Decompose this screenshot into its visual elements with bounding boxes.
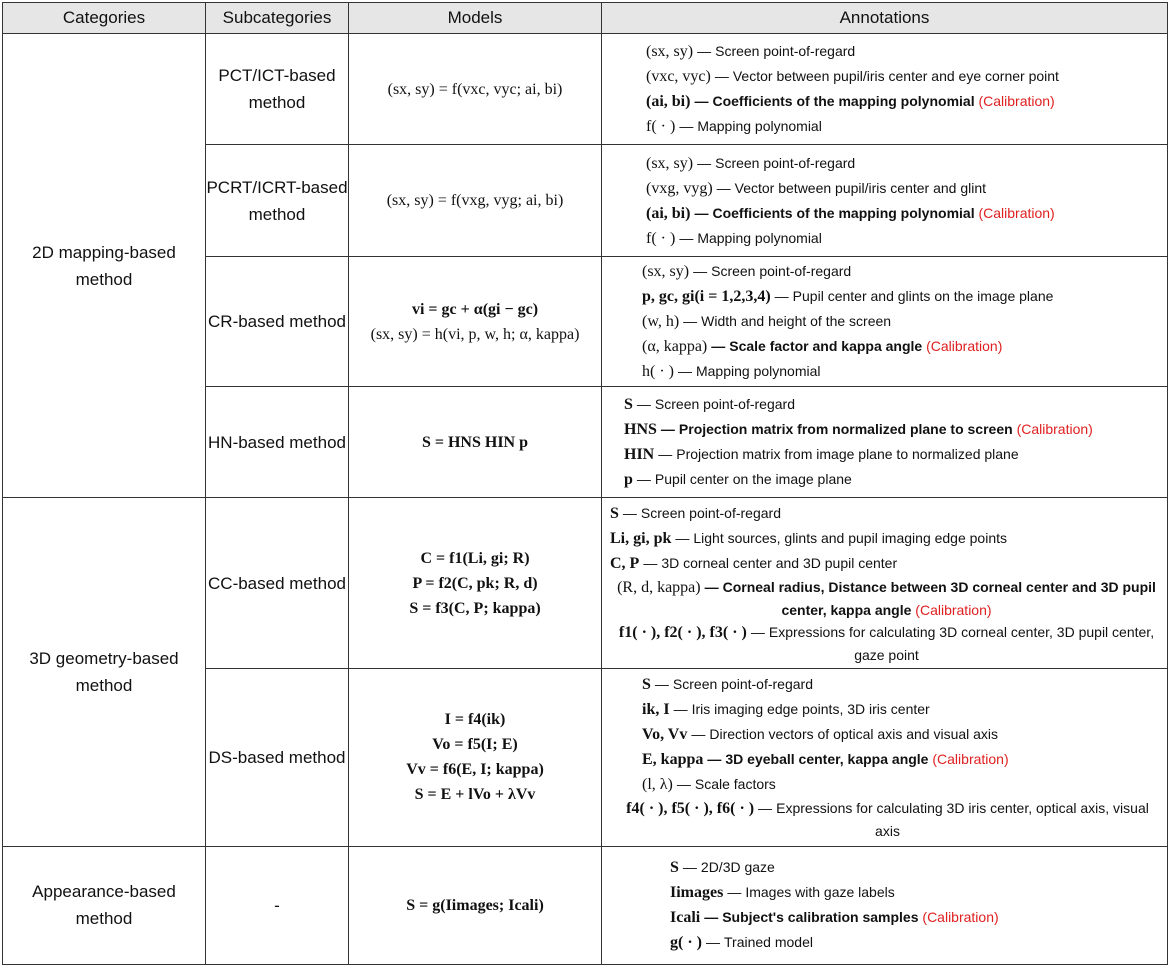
annotation-text: Iris imaging edge points, 3D iris center	[691, 701, 930, 718]
annotation-text: Screen point-of-regard	[672, 676, 813, 693]
subcategory-cell: CR-based method	[206, 257, 349, 387]
model-line: Vo = f5(I; E)	[432, 736, 518, 754]
annotation-line: S — Screen point-of-regard	[610, 504, 781, 522]
annotation-line: h( · ) — Mapping polynomial	[642, 363, 821, 381]
annotation-line: C, P — 3D corneal center and 3D pupil center	[610, 554, 898, 572]
table-row	[3, 846, 1168, 964]
annotation-symbol: ik, I	[642, 701, 670, 719]
annotation-symbol: (ai, bi)	[646, 93, 691, 111]
annotation-cell	[602, 387, 1168, 498]
annotation-text: Width and height of the screen	[701, 313, 892, 330]
annotation-text: Vector between pupil/iris center and eye corner point	[732, 68, 1059, 85]
annotation-line: (w, h) — Width and height of the screen	[642, 313, 892, 331]
annotation-text: 3D corneal center and 3D pupil center	[661, 554, 898, 571]
annotation-text: Scale factor and kappa angle	[729, 338, 923, 355]
annotation-symbol: C, P	[610, 554, 640, 572]
model-line: (sx, sy) = h(vi, p, w, h; α, kappa)	[370, 325, 580, 343]
model-line: Vv = f6(E, I; kappa)	[406, 761, 544, 779]
annotation-cell	[602, 498, 1168, 668]
annotation-symbol: (ai, bi)	[646, 204, 691, 222]
model-line: C = f1(Li, gi; R)	[420, 549, 530, 567]
model-line: (sx, sy) = f(vxc, vyc; ai, bi)	[387, 80, 563, 98]
annotation-text: Screen point-of-regard	[640, 504, 781, 521]
annotation-text: Projection matrix from normalized plane to screen	[678, 421, 1013, 438]
annotation-text: Subject's calibration samples	[722, 909, 919, 926]
annotation-text: Light sources, glints and pupil imaging edge points	[693, 529, 1008, 546]
category-cell: Appearance-based method	[3, 846, 206, 964]
annotation-line: HNS — Projection matrix from normalized plane to screen (Calibration)	[624, 421, 1093, 439]
annotation-line: f( · ) — Mapping polynomial	[646, 118, 822, 136]
calibration-tag: (Calibration)	[922, 909, 999, 926]
annotation-text: Scale factors	[694, 776, 776, 793]
annotation-text: Coefficients of the mapping polynomial	[712, 93, 975, 110]
annotation-symbol: (vxc, vyc)	[646, 68, 711, 86]
annotation-symbol: f4( · ), f5( · ), f6( · )	[626, 800, 755, 818]
annotation-line: f1( · ), f2( · ), f3( · ) — Expressions for calculating 3D corneal center, 3D pupil center, gaze point	[618, 623, 1155, 663]
model-line: S = HNS HIN p	[421, 433, 529, 451]
header-categories: Categories	[3, 3, 206, 34]
annotation-text: Screen point-of-regard	[715, 43, 856, 60]
methods-table	[2, 2, 1168, 965]
table-row	[3, 34, 1168, 145]
annotation-line: (ai, bi) — Coefficients of the mapping polynomial (Calibration)	[646, 204, 1055, 222]
annotation-symbol: HIN	[624, 446, 655, 464]
category-cell: 3D geometry-based method	[3, 498, 206, 846]
annotation-line: Icali — Subject's calibration samples (Calibration)	[670, 909, 999, 927]
calibration-tag: (Calibration)	[1016, 421, 1093, 438]
model-cell	[349, 257, 602, 387]
annotation-text: Expressions for calculating 3D iris center, optical axis, visual axis	[776, 800, 1149, 840]
annotation-line: S — Screen point-of-regard	[624, 396, 795, 414]
model-line: S = E + lVo + λVv	[414, 786, 536, 804]
annotation-line: (ai, bi) — Coefficients of the mapping polynomial (Calibration)	[646, 93, 1055, 111]
annotation-symbol: S	[624, 396, 633, 414]
annotation-symbol: p	[624, 471, 633, 489]
annotation-cell	[602, 145, 1168, 257]
model-cell	[349, 387, 602, 498]
annotation-line: (α, kappa) — Scale factor and kappa angle (Calibration)	[642, 338, 1003, 356]
annotation-text: Expressions for calculating 3D corneal center, 3D pupil center, gaze point	[768, 623, 1155, 663]
annotation-text: Trained model	[724, 934, 813, 951]
model-line: S = f3(C, P; kappa)	[409, 599, 541, 617]
annotation-text: Screen point-of-regard	[715, 154, 856, 171]
model-line: vi = gc + α(gi − gc)	[411, 300, 539, 318]
category-cell: 2D mapping-based method	[3, 34, 206, 498]
annotation-text: Screen point-of-regard	[654, 396, 795, 413]
calibration-tag: (Calibration)	[932, 751, 1009, 768]
model-line: (sx, sy) = f(vxg, vyg; ai, bi)	[386, 192, 564, 210]
annotation-symbol: Li, gi, pk	[610, 529, 672, 547]
calibration-tag: (Calibration)	[978, 93, 1055, 110]
header-row	[3, 3, 1168, 34]
annotation-symbol: f( · )	[646, 118, 676, 136]
annotation-text: Coefficients of the mapping polynomial	[712, 204, 975, 221]
annotation-symbol: p, gc, gi(i = 1,2,3,4)	[642, 288, 771, 306]
annotation-line: (vxc, vyc) — Vector between pupil/iris center and eye corner point	[646, 68, 1059, 86]
annotation-line: (vxg, vyg) — Vector between pupil/iris center and glint	[646, 179, 987, 197]
annotation-line: (sx, sy) — Screen point-of-regard	[642, 263, 852, 281]
annotation-line: f4( · ), f5( · ), f6( · ) — Expressions for calculating 3D iris center, optical axis, visual axis	[626, 800, 1149, 840]
model-line: S = g(Iimages; Icali)	[406, 896, 544, 914]
annotation-symbol: h( · )	[642, 363, 674, 381]
annotation-symbol: E, kappa	[642, 751, 704, 769]
annotation-line: S — 2D/3D gaze	[670, 859, 775, 877]
annotation-text: Corneal radius, Distance between 3D corneal center and 3D pupil center, kappa angle	[722, 578, 1156, 618]
annotation-line: g( · ) — Trained model	[670, 934, 813, 952]
annotation-symbol: S	[670, 859, 679, 877]
header-annotations: Annotations	[602, 3, 1168, 34]
annotation-text: Pupil center on the image plane	[654, 471, 852, 488]
annotation-line: Iimages — Images with gaze labels	[670, 884, 895, 902]
annotation-line: p — Pupil center on the image plane	[624, 471, 852, 489]
annotation-symbol: f1( · ), f2( · ), f3( · )	[618, 623, 747, 641]
annotation-text: Screen point-of-regard	[711, 263, 852, 280]
annotation-line: (sx, sy) — Screen point-of-regard	[646, 154, 856, 172]
annotation-symbol: (l, λ)	[642, 776, 673, 794]
subcategory-cell: PCT/ICT-based method	[206, 34, 349, 145]
annotation-text: Pupil center and glints on the image plane	[792, 288, 1054, 305]
annotation-text: 2D/3D gaze	[700, 859, 775, 876]
subcategory-cell: CC-based method	[206, 498, 349, 668]
model-cell	[349, 145, 602, 257]
annotation-text: Mapping polynomial	[695, 363, 821, 380]
annotation-cell	[602, 257, 1168, 387]
annotation-line: ik, I — Iris imaging edge points, 3D iris center	[642, 701, 930, 719]
annotation-text: Vector between pupil/iris center and glint	[734, 179, 987, 196]
annotation-symbol: (sx, sy)	[642, 263, 690, 281]
annotation-symbol: (w, h)	[642, 313, 680, 331]
model-cell	[349, 34, 602, 145]
annotation-symbol: S	[610, 504, 619, 522]
annotation-text: 3D eyeball center, kappa angle	[725, 751, 929, 768]
annotation-text: Images with gaze labels	[745, 884, 895, 901]
annotation-text: Projection matrix from image plane to normalized plane	[676, 446, 1019, 463]
model-cell	[349, 498, 602, 668]
annotation-line: Vo, Vv — Direction vectors of optical axis and visual axis	[642, 726, 999, 744]
calibration-tag: (Calibration)	[926, 338, 1003, 355]
subcategory-cell: -	[206, 846, 349, 964]
calibration-tag: (Calibration)	[915, 601, 992, 618]
annotation-symbol: (sx, sy)	[646, 154, 694, 172]
annotation-line: HIN — Projection matrix from image plane to normalized plane	[624, 446, 1019, 464]
annotation-line: S — Screen point-of-regard	[642, 676, 813, 694]
annotation-line: (sx, sy) — Screen point-of-regard	[646, 43, 856, 61]
subcategory-cell: DS-based method	[206, 668, 349, 846]
annotation-symbol: S	[642, 676, 651, 694]
annotation-symbol: HNS	[624, 421, 657, 439]
annotation-cell	[602, 34, 1168, 145]
annotation-text: Mapping polynomial	[697, 118, 822, 135]
annotation-symbol: (vxg, vyg)	[646, 179, 713, 197]
model-cell	[349, 846, 602, 964]
model-cell	[349, 668, 602, 846]
subcategory-cell: HN-based method	[206, 387, 349, 498]
annotation-line: E, kappa — 3D eyeball center, kappa angle (Calibration)	[642, 751, 1009, 769]
annotation-line: Li, gi, pk — Light sources, glints and pupil imaging edge points	[610, 529, 1008, 547]
annotation-symbol: g( · )	[670, 934, 702, 952]
annotation-text: Mapping polynomial	[697, 229, 822, 246]
annotation-line: (l, λ) — Scale factors	[642, 776, 776, 794]
table-row	[3, 498, 1168, 668]
annotation-line: p, gc, gi(i = 1,2,3,4) — Pupil center and glints on the image plane	[642, 288, 1054, 306]
annotation-symbol: Vo, Vv	[642, 726, 688, 744]
subcategory-cell: PCRT/ICRT-based method	[206, 145, 349, 257]
annotation-line: (R, d, kappa) — Corneal radius, Distance between 3D corneal center and 3D pupil center, kappa angle (Calibration)	[617, 578, 1156, 618]
model-line: P = f2(C, pk; R, d)	[412, 574, 538, 592]
annotation-cell	[602, 668, 1168, 846]
annotation-symbol: Icali	[670, 909, 701, 927]
model-line: I = f4(ik)	[444, 711, 506, 729]
annotation-symbol: (α, kappa)	[642, 338, 708, 356]
annotation-symbol: Iimages	[670, 884, 724, 902]
annotation-symbol: (R, d, kappa)	[617, 578, 701, 596]
header-models: Models	[349, 3, 602, 34]
header-subcategories: Subcategories	[206, 3, 349, 34]
annotation-symbol: f( · )	[646, 229, 676, 247]
calibration-tag: (Calibration)	[978, 204, 1055, 221]
annotation-cell	[602, 846, 1168, 964]
annotation-text: Direction vectors of optical axis and visual axis	[709, 726, 999, 743]
annotation-symbol: (sx, sy)	[646, 43, 694, 61]
annotation-line: f( · ) — Mapping polynomial	[646, 229, 822, 247]
